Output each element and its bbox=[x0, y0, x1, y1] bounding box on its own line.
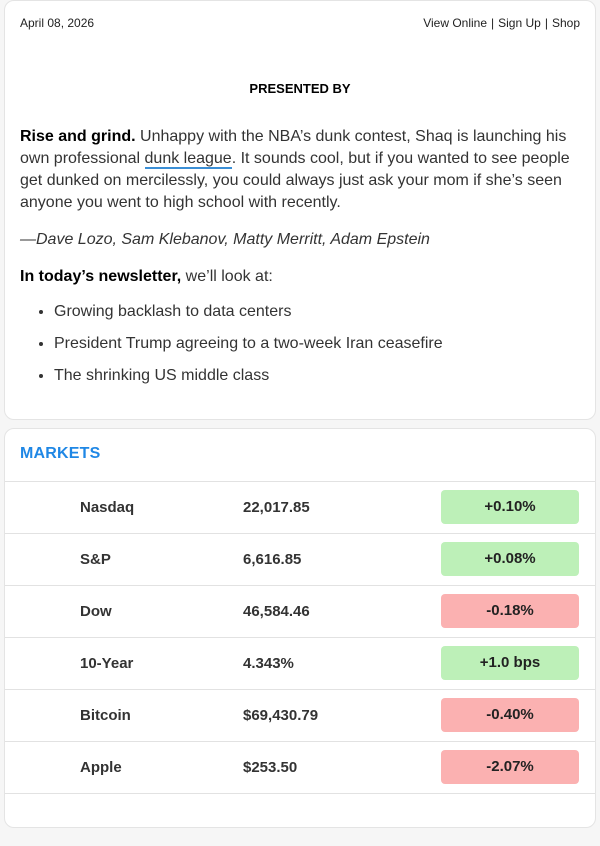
dunk-league-link[interactable]: dunk league bbox=[144, 150, 232, 167]
market-change-badge: -2.07% bbox=[441, 750, 579, 784]
markets-card bbox=[4, 428, 596, 828]
market-row-nasdaq bbox=[5, 481, 595, 534]
market-value: 4.343% bbox=[243, 655, 294, 672]
market-value: 46,584.46 bbox=[243, 603, 310, 620]
market-change-badge: +0.10% bbox=[441, 490, 579, 524]
intro-text-2: . It sounds cool, but if you wanted to see people get dunked on mercilessly, you could always just ask your mom if she’s seen anyone you went to high school with recently. bbox=[20, 150, 570, 211]
market-value: 22,017.85 bbox=[243, 499, 310, 516]
market-name: Bitcoin bbox=[80, 707, 131, 724]
market-change-badge: -0.18% bbox=[441, 594, 579, 628]
today-intro bbox=[20, 266, 575, 288]
list-item: • President Trump agreeing to a two-week Iran ceasefire bbox=[54, 333, 575, 355]
intro-text-1: Unhappy with the NBA’s dunk contest, Shaq is launching his own professional bbox=[20, 128, 567, 167]
topics-list bbox=[20, 301, 575, 397]
market-name: S&P bbox=[80, 551, 111, 568]
header-bar bbox=[20, 16, 580, 30]
market-row-10-year bbox=[5, 637, 595, 690]
list-item: • The shrinking US middle class bbox=[54, 365, 575, 387]
list-item: • Growing backlash to data centers bbox=[54, 301, 575, 323]
today-rest: we’ll look at: bbox=[181, 268, 273, 285]
sign-up-link[interactable]: Sign Up bbox=[498, 16, 541, 30]
view-online-link[interactable]: View Online bbox=[423, 16, 488, 30]
market-value: $253.50 bbox=[243, 759, 298, 776]
market-name: Apple bbox=[80, 759, 122, 776]
market-row-dow bbox=[5, 585, 595, 638]
market-name: Nasdaq bbox=[80, 499, 135, 516]
market-row-sp bbox=[5, 533, 595, 586]
market-value: 6,616.85 bbox=[243, 551, 302, 568]
intro-paragraph bbox=[20, 126, 575, 214]
intro-lead: Rise and grind. bbox=[20, 128, 136, 145]
link-separator: | bbox=[544, 16, 548, 30]
market-change-badge: +1.0 bps bbox=[441, 646, 579, 680]
market-change-badge: +0.08% bbox=[441, 542, 579, 576]
shop-link[interactable]: Shop bbox=[551, 16, 580, 30]
market-name: 10-Year bbox=[80, 655, 134, 672]
issue-date: April 08, 2026 bbox=[20, 16, 95, 30]
author-byline: —Dave Lozo, Sam Klebanov, Matty Merritt, Adam Epstein bbox=[20, 231, 430, 248]
market-change-badge: -0.40% bbox=[441, 698, 579, 732]
newsletter-intro-card bbox=[4, 0, 596, 420]
markets-title: MARKETS bbox=[20, 445, 101, 462]
today-lead: In today’s newsletter, bbox=[20, 268, 182, 285]
header-links bbox=[423, 16, 580, 30]
market-row-apple bbox=[5, 741, 595, 794]
market-name: Dow bbox=[80, 603, 112, 620]
market-row-bitcoin bbox=[5, 689, 595, 742]
market-value: $69,430.79 bbox=[243, 707, 319, 724]
presented-by-label: PRESENTED BY bbox=[249, 81, 351, 96]
market-row-divider bbox=[5, 793, 595, 846]
link-separator: | bbox=[491, 16, 495, 30]
